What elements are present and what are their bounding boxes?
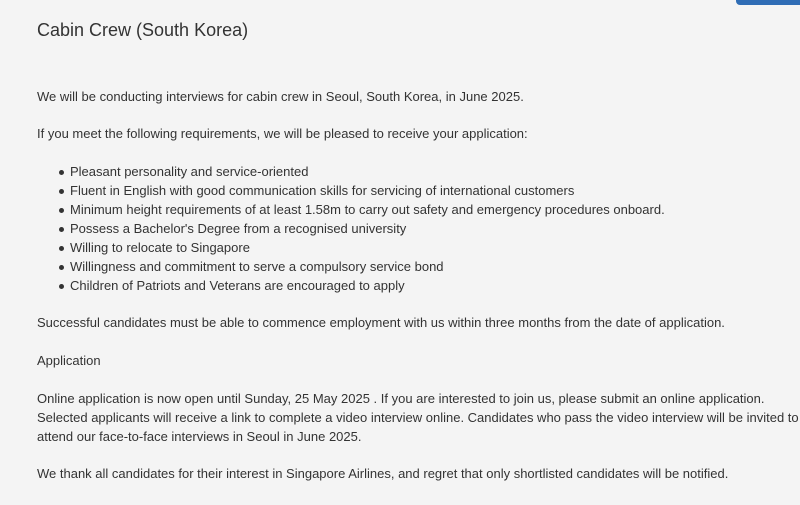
list-item: Possess a Bachelor's Degree from a recognised university <box>37 219 665 238</box>
list-item: Fluent in English with good communication skills for servicing of international customers <box>37 181 665 200</box>
application-heading: Application <box>37 353 101 368</box>
thanks-text: We thank all candidates for their interest in Singapore Airlines, and regret that only shortlisted candidates will be notified. <box>37 466 729 481</box>
application-line-1-suffix: . If you are interested to join us, please submit an online application. <box>369 391 765 406</box>
application-deadline: Sunday, 25 May 2025 <box>244 391 370 406</box>
requirements-list <box>37 162 665 295</box>
requirements-intro: If you meet the following requirements, we will be pleased to receive your application: <box>37 126 528 141</box>
top-right-tab[interactable] <box>736 0 800 5</box>
list-item: Children of Patriots and Veterans are encouraged to apply <box>37 276 665 295</box>
page-title: Cabin Crew (South Korea) <box>37 20 249 40</box>
application-line-1 <box>37 389 799 408</box>
application-line-2: Selected applicants will receive a link to complete a video interview online. Candidates who pass the video interview will be invited to <box>37 410 799 425</box>
commencement-text: Successful candidates must be able to commence employment with us within three months from the date of application. <box>37 315 725 330</box>
list-item: Minimum height requirements of at least 1.58m to carry out safety and emergency procedures onboard. <box>37 200 665 219</box>
application-details <box>37 389 799 446</box>
application-line-1-prefix: Online application is now open until <box>37 391 245 406</box>
list-item: Willingness and commitment to serve a compulsory service bond <box>37 257 665 276</box>
intro-text: We will be conducting interviews for cabin crew in Seoul, South Korea, in June 2025. <box>37 89 524 104</box>
list-item: Pleasant personality and service-oriented <box>37 162 665 181</box>
application-line-3: attend our face-to-face interviews in Seoul in June 2025. <box>37 429 362 444</box>
list-item: Willing to relocate to Singapore <box>37 238 665 257</box>
